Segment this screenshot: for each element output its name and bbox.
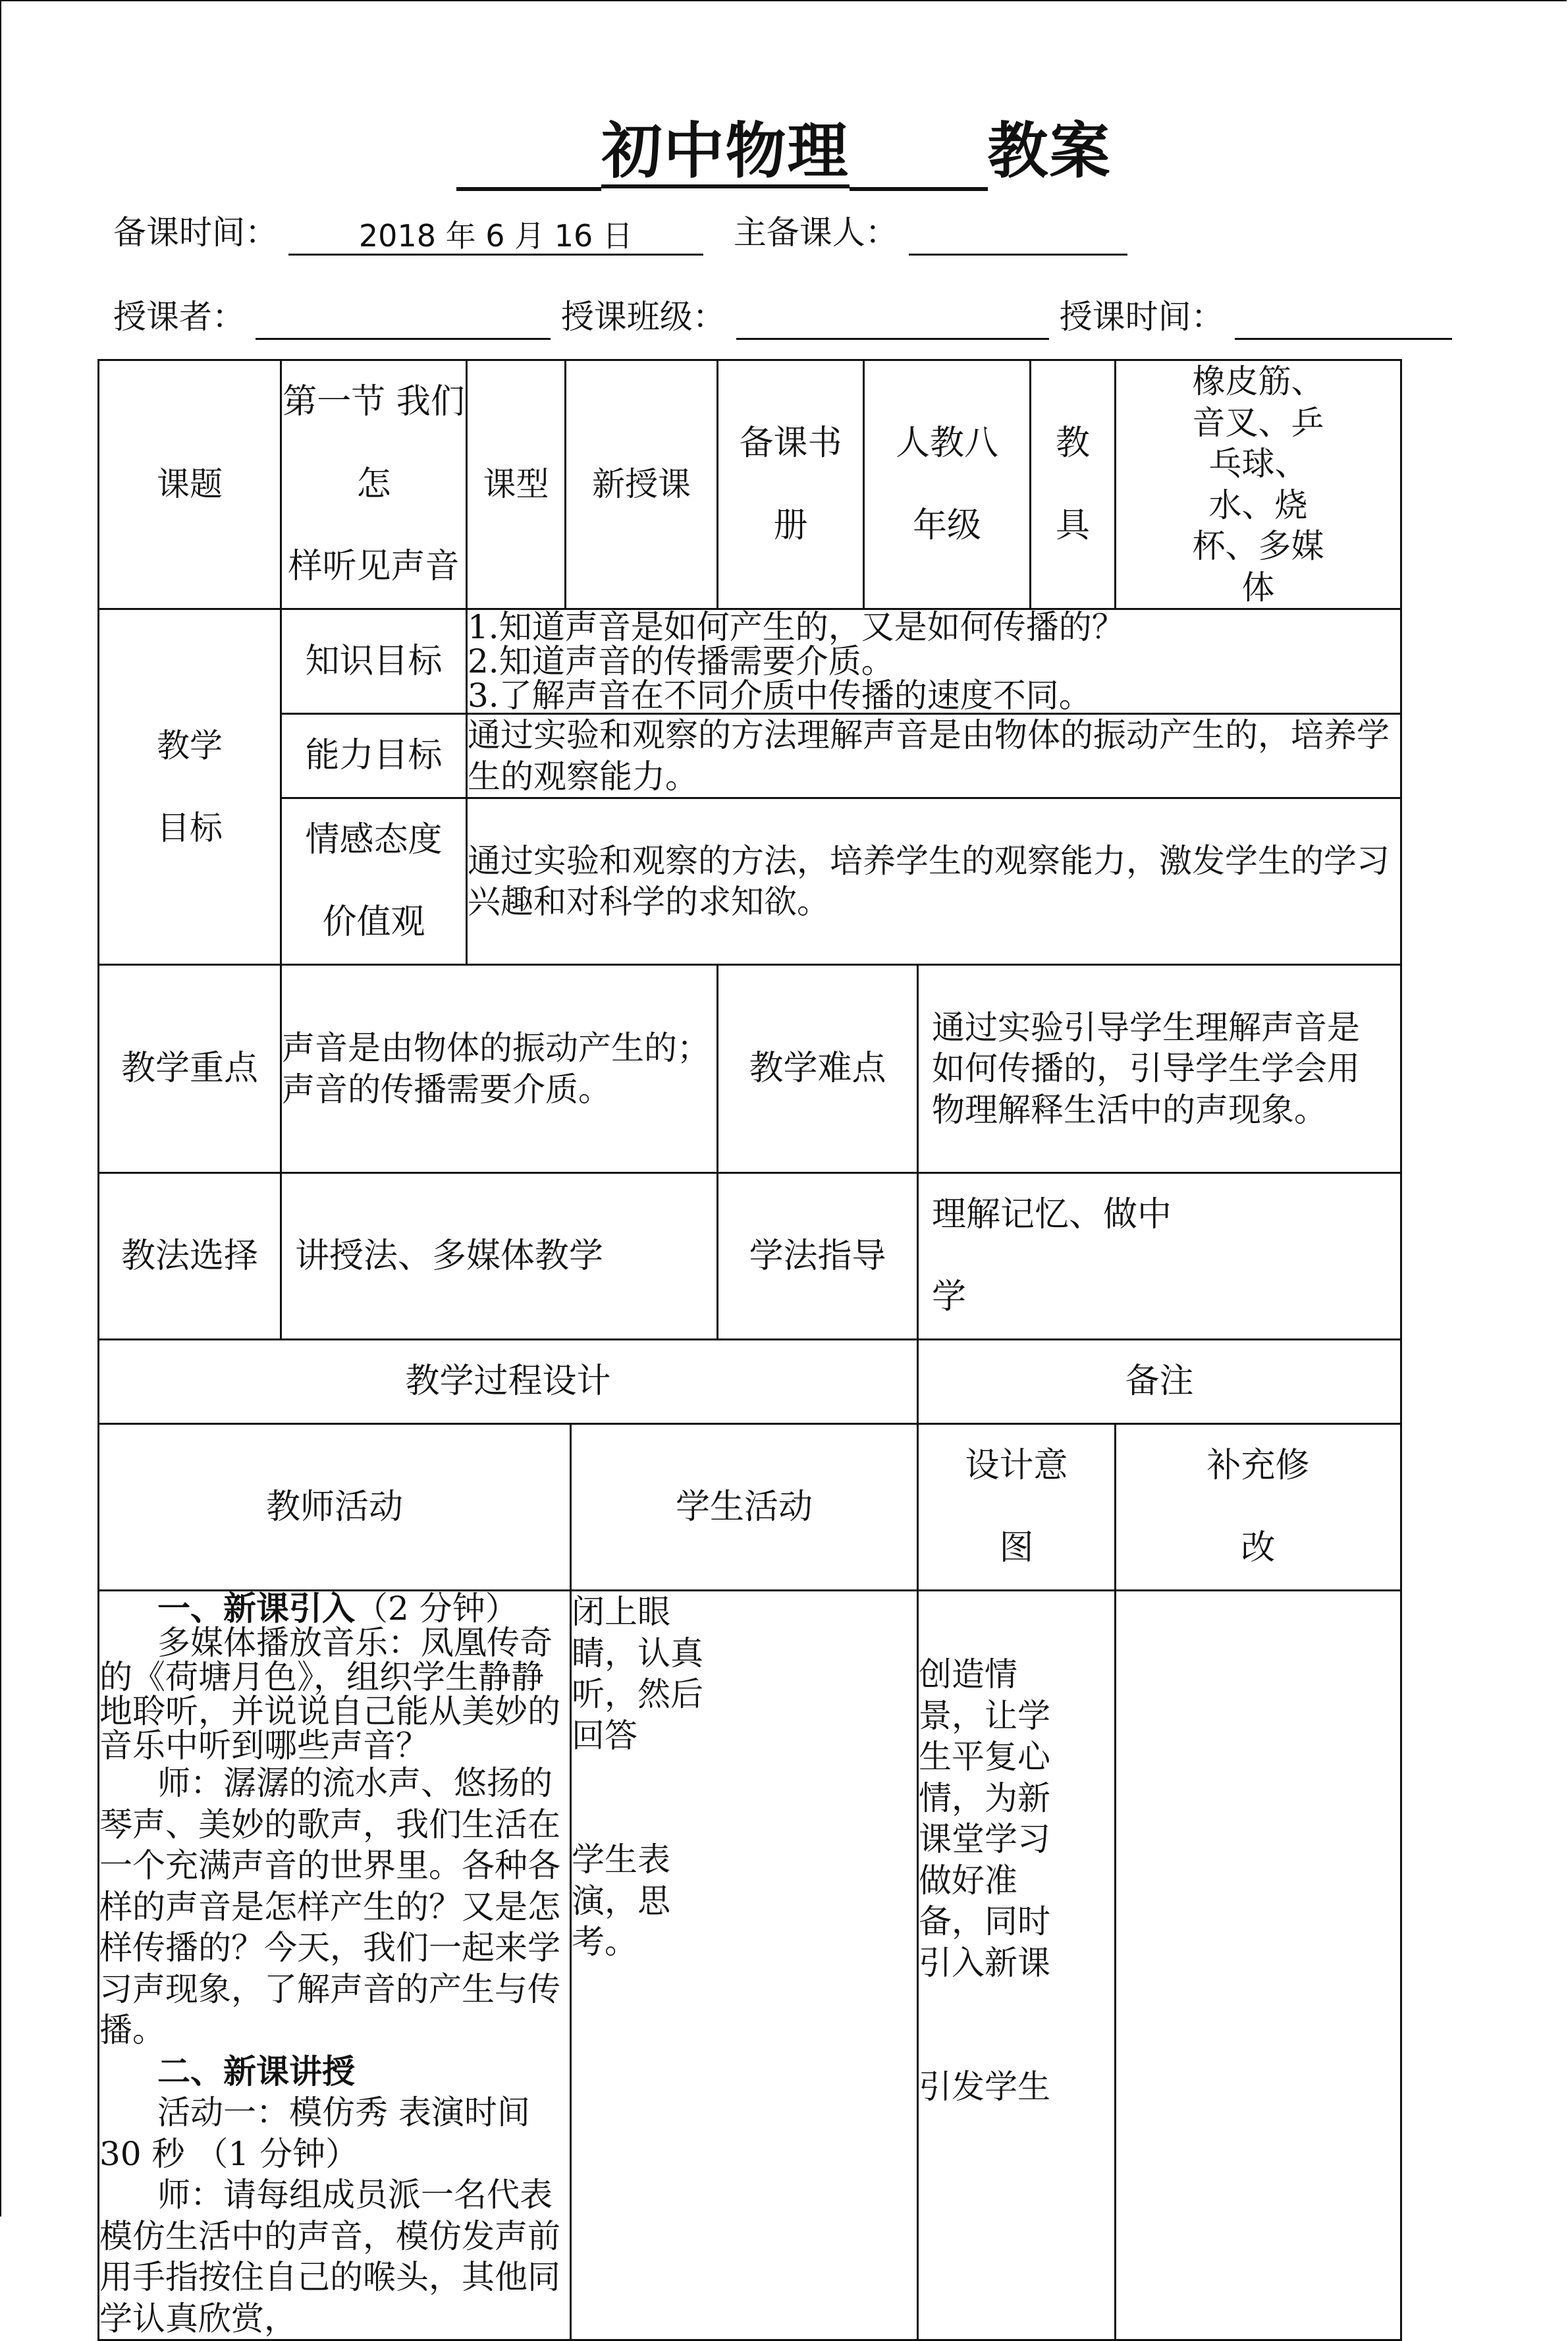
tools-value [1116, 360, 1401, 609]
student-2-line-2: 演，思 [572, 1881, 670, 1920]
emotion-row [99, 798, 1401, 965]
student-activity-label: 学生活动 [571, 1424, 918, 1591]
intent-1-line-1: 创造情 [919, 1655, 1017, 1694]
prep-time-label: 备课时间： [113, 213, 278, 252]
topic-line-2: 样听见声音 [288, 547, 460, 586]
emotion-label-line-2: 价值观 [322, 902, 425, 942]
objectives-label [99, 609, 281, 965]
teacher-activity-content [99, 1591, 571, 2340]
class-value [736, 297, 1049, 340]
student-1-line-3: 听，然后 [572, 1675, 703, 1713]
topic-label: 课题 [99, 360, 281, 609]
supplement-line-2: 改 [1241, 1528, 1276, 1568]
ability-label: 能力目标 [281, 714, 467, 798]
topic-value [281, 360, 467, 609]
knowledge-text [467, 609, 1401, 714]
student-1-line-4: 回答 [572, 1716, 637, 1755]
method-text: 讲授法、多媒体教学 [281, 1173, 718, 1340]
intent-1-line-6: 做好准 [919, 1861, 1017, 1900]
tools-label-line-2: 具 [1056, 505, 1091, 545]
ability-text: 通过实验和观察的方法理解声音是由物体的振动产生的，培养学生的观察能力。 [467, 714, 1401, 798]
intent-2-line-1: 引发学生 [919, 2068, 1050, 2106]
section-1-time: （2 分钟） [355, 1589, 518, 1628]
book-value-line-2: 年级 [913, 505, 982, 545]
student-2-line-3: 考。 [572, 1923, 637, 1961]
activity-header-row [99, 1424, 1401, 1591]
method-label: 教法选择 [99, 1173, 281, 1340]
lecturer-value [256, 297, 551, 340]
supplement-content [1116, 1591, 1401, 2340]
difficulty-text: 通过实验引导学生理解声音是如何传播的，引导学生学会用物理解释生活中的声现象。 [918, 965, 1401, 1173]
study-line-2: 学 [932, 1277, 967, 1317]
process-content-row [99, 1591, 1401, 2340]
ability-row [99, 714, 1401, 798]
knowledge-row [99, 609, 1401, 714]
method-row [99, 1173, 1401, 1340]
activity-1-line: 活动一：模仿秀 表演时间 30 秒 （1 分钟） [99, 2093, 530, 2173]
section-1-title: 一、新课引入 [157, 1589, 355, 1628]
type-value: 新授课 [566, 360, 718, 609]
intent-1-line-4: 情，为新 [919, 1778, 1050, 1817]
design-intent-line-1: 设计意 [965, 1446, 1068, 1485]
intent-1-line-8: 引入新课 [919, 1943, 1050, 1982]
intent-1-line-3: 生平复心 [919, 1738, 1050, 1776]
study-text [918, 1173, 1401, 1340]
knowledge-item-2: 2.知道声音的传播需要介质。 [468, 642, 894, 680]
intent-1-line-5: 课堂学习 [919, 1820, 1050, 1858]
tools-line-3: 乓球、 [1208, 445, 1308, 483]
tools-label [1031, 360, 1116, 609]
key-point-row [99, 965, 1401, 1173]
process-paragraph-2: 师：潺潺的流水声、悠扬的琴声、美妙的歌声，我们生活在一个充满声音的世界里。各种各样的声音是怎样产生的？又是怎样传播的？今天，我们一起来学习声现象，了解声音的产生与传播。 [99, 1764, 560, 2049]
title-subject: 初中物理 [601, 119, 849, 188]
lead-teacher-value [909, 213, 1127, 256]
book-value [864, 360, 1031, 609]
header-line-1 [113, 209, 1127, 256]
design-intent-label [918, 1424, 1116, 1591]
key-point-text: 声音是由物体的振动产生的；声音的传播需要介质。 [281, 965, 718, 1173]
supplement-label [1116, 1424, 1401, 1591]
emotion-label-line-1: 情感态度 [305, 820, 443, 860]
objectives-label-line-1: 教学 [157, 726, 223, 765]
design-intent-line-2: 图 [999, 1528, 1034, 1568]
knowledge-item-1: 1.知道声音是如何产生的，又是如何传播的？ [468, 608, 1125, 646]
emotion-text: 通过实验和观察的方法，培养学生的观察能力，激发学生的学习兴趣和对科学的求知欲。 [467, 798, 1401, 965]
student-1-line-2: 睛，认真 [572, 1634, 703, 1672]
difficulty-label: 教学难点 [718, 965, 918, 1173]
supplement-line-1: 补充修 [1206, 1446, 1310, 1485]
emotion-label [281, 798, 467, 965]
book-value-line-1: 人教八 [896, 423, 999, 463]
remarks-label: 备注 [918, 1340, 1401, 1424]
class-label: 授课班级： [560, 298, 726, 336]
title-blank-left [456, 121, 601, 191]
prep-time-value: 2018 年 6 月 16 日 [288, 213, 703, 256]
process-paragraph-3: 师：请每组成员派一名代表模仿生活中的声音，模仿发声前用手指按住自己的喉头，其他同学认真欣赏， [99, 2176, 560, 2338]
page-title [0, 112, 1568, 191]
knowledge-item-3: 3.了解声音在不同介质中传播的速度不同。 [468, 676, 1092, 715]
process-header-row [99, 1340, 1401, 1424]
book-label-line-1: 备课书 [739, 423, 842, 463]
tools-line-4: 水、烧 [1208, 485, 1308, 524]
lecturer-label: 授课者： [113, 298, 245, 336]
knowledge-label: 知识目标 [281, 609, 467, 714]
tools-line-1: 橡皮筋、 [1192, 362, 1324, 400]
process-label: 教学过程设计 [99, 1340, 918, 1424]
study-line-1: 理解记忆、做中 [932, 1195, 1172, 1234]
lesson-time-label: 授课时间： [1059, 298, 1224, 336]
title-suffix: 教案 [987, 116, 1112, 186]
process-paragraph-1: 多媒体播放音乐：凤凰传奇的《荷塘月色》，组织学生静静地聆听，并说说自己能从美妙的音乐中听到哪些声音？ [99, 1624, 560, 1765]
topic-row [99, 360, 1401, 609]
tools-line-5: 杯、多媒 [1192, 527, 1324, 565]
tools-line-6: 体 [1241, 568, 1275, 607]
student-2-line-1: 学生表 [572, 1840, 670, 1879]
title-blank-right [850, 121, 988, 191]
objectives-label-line-2: 目标 [157, 808, 223, 847]
lead-teacher-label: 主备课人： [733, 213, 898, 252]
student-activity-content [571, 1591, 918, 2340]
topic-line-1: 第一节 我们怎 [283, 382, 465, 504]
section-2-title: 二、新课讲授 [157, 2051, 355, 2091]
lesson-time-value [1235, 297, 1452, 340]
lesson-plan-table [97, 359, 1402, 2341]
key-point-label: 教学重点 [99, 965, 281, 1173]
intent-1-line-7: 备，同时 [919, 1902, 1050, 1941]
book-label [718, 360, 864, 609]
header-line-2 [113, 294, 1452, 340]
intent-1-line-2: 景，让学 [919, 1696, 1050, 1735]
type-label: 课型 [467, 360, 566, 609]
tools-line-2: 音叉、乒 [1192, 403, 1324, 442]
design-intent-content [918, 1591, 1116, 2340]
book-label-line-2: 册 [773, 505, 808, 545]
teacher-activity-label: 教师活动 [99, 1424, 571, 1591]
student-1-line-1: 闭上眼 [572, 1593, 670, 1631]
study-label: 学法指导 [718, 1173, 918, 1340]
tools-label-line-1: 教 [1056, 423, 1091, 463]
